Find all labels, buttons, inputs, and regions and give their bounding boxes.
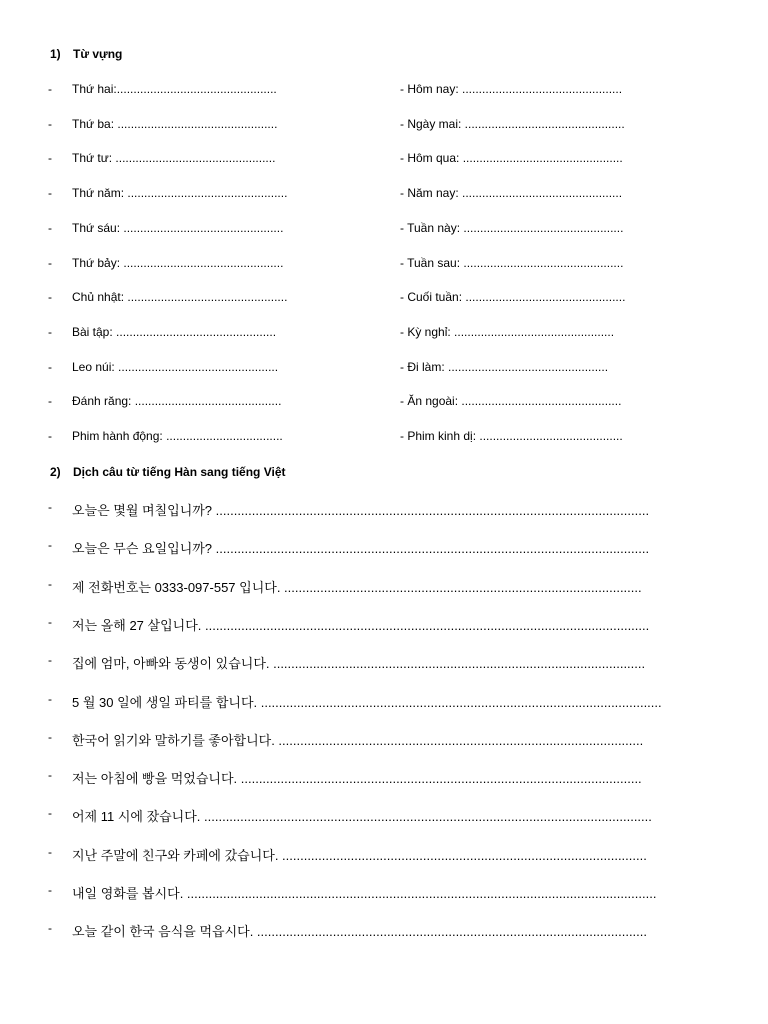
vocab-row (0, 82, 768, 100)
vocab-row (0, 360, 768, 378)
korean-sentence: 오늘 같이 한국 음식을 먹읍시다. ............................................................................................................ (72, 924, 648, 940)
vocab-right-item: - Kỳ nghỉ: ................................................ (400, 324, 615, 339)
korean-sentence: 한국어 읽기와 말하기를 좋아합니다. ..................................................................................................... (72, 732, 644, 748)
vocab-right-item: - Cuối tuần: ................................................ (400, 290, 626, 305)
korean-sentence: 집에 엄마, 아빠와 동생이 있습니다. ....................................................................................................... (72, 656, 646, 672)
vocab-right-item: - Ăn ngoài: ................................................ (400, 394, 622, 409)
vocab-right-item: - Tuần sau: ................................................ (400, 255, 624, 270)
sentence-row (0, 806, 768, 826)
vocab-left-item: Thứ năm: ................................................ (72, 186, 288, 201)
vocab-row (0, 325, 768, 343)
bullet-dash: - (48, 255, 52, 270)
bullet-dash: - (48, 429, 52, 443)
vocab-right-item: - Ngày mai: ................................................ (400, 116, 625, 131)
korean-sentence: 지난 주말에 친구와 카페에 갔습니다. ..................................................................................................... (72, 847, 647, 863)
vocab-right-item: - Hôm nay: ................................................ (400, 82, 623, 96)
bullet-dash: - (48, 186, 52, 201)
bullet-dash: - (48, 691, 52, 706)
korean-sentence: 내일 영화를 봅시다. .................................................................................................................................. (72, 886, 657, 901)
bullet-dash: - (48, 151, 52, 166)
bullet-dash: - (48, 768, 52, 783)
sentence-row (0, 845, 768, 865)
bullet-dash: - (48, 394, 52, 409)
sentence-row (0, 500, 768, 520)
bullet-dash: - (48, 653, 52, 668)
bullet-dash: - (48, 921, 52, 936)
korean-sentence: 제 전화번호는 0333-097-557 입니다. ................................................................................................... (72, 579, 642, 595)
vocab-row (0, 186, 768, 204)
sentence-row (0, 577, 768, 597)
vocab-left-item: Leo núi: ................................................ (72, 359, 279, 374)
bullet-dash: - (48, 220, 52, 235)
vocab-row (0, 117, 768, 135)
section-2-title: Dịch câu từ tiếng Hàn sang tiếng Việt (73, 465, 286, 479)
bullet-dash: - (48, 359, 52, 374)
korean-sentence: 5 월 30 일에 생일 파티를 합니다. ............................................................................................................... (72, 694, 662, 710)
sentence-row (0, 768, 768, 788)
section-2-heading (50, 465, 286, 479)
vocab-left-item: Thứ ba: ................................................ (72, 116, 278, 131)
vocab-row (0, 151, 768, 169)
bullet-dash: - (48, 806, 52, 821)
sentence-row (0, 730, 768, 750)
sentence-row (0, 692, 768, 712)
bullet-dash: - (48, 576, 52, 591)
bullet-dash: - (48, 883, 52, 897)
vocab-row (0, 290, 768, 308)
bullet-dash: - (48, 614, 52, 629)
bullet-dash: - (48, 324, 52, 339)
korean-sentence: 어제 11 시에 잤습니다. ............................................................................................................................ (72, 809, 652, 825)
vocab-right-item: - Tuần này: ................................................ (400, 220, 624, 235)
vocab-left-item: Thứ sáu: ................................................ (72, 220, 284, 235)
vocab-left-item: Thứ tư: ................................................ (72, 151, 276, 166)
section-2-number: 2) (50, 465, 61, 479)
section-1-heading (50, 47, 122, 61)
vocab-row (0, 256, 768, 274)
bullet-dash: - (48, 116, 52, 131)
vocab-left-item: Thứ hai:................................................ (72, 82, 277, 96)
sentence-row (0, 883, 768, 903)
sentence-row (0, 615, 768, 635)
korean-sentence: 오늘은 무슨 요일입니까? ........................................................................................................................ (72, 541, 650, 557)
section-1-number: 1) (50, 47, 61, 61)
bullet-dash: - (48, 290, 52, 305)
vocab-right-item: - Năm nay: ................................................ (400, 186, 623, 201)
vocab-right-item: - Hôm qua: ................................................ (400, 151, 623, 166)
section-1-title: Từ vựng (73, 47, 123, 61)
korean-sentence: 오늘은 몇월 며칠입니까? ........................................................................................................................ (72, 503, 650, 518)
vocab-left-item: Thứ bảy: ................................................ (72, 255, 284, 270)
bullet-dash: - (48, 500, 52, 514)
vocab-right-item: - Đi làm: ................................................ (400, 359, 609, 374)
vocab-left-item: Chủ nhật: ................................................ (72, 290, 288, 305)
bullet-dash: - (48, 844, 52, 859)
korean-sentence: 저는 올해 27 살입니다. ........................................................................................................................... (72, 617, 650, 633)
vocab-left-item: Phim hành động: ................................... (72, 429, 283, 443)
vocab-row (0, 221, 768, 239)
vocab-left-item: Bài tập: ................................................ (72, 324, 277, 339)
sentence-row (0, 538, 768, 558)
bullet-dash: - (48, 538, 52, 553)
bullet-dash: - (48, 82, 52, 96)
sentence-row (0, 921, 768, 941)
vocab-row (0, 429, 768, 447)
vocab-row (0, 394, 768, 412)
vocab-left-item: Đánh răng: ............................................ (72, 394, 282, 409)
korean-sentence: 저는 아침에 빵을 먹었습니다. ............................................................................................................... (72, 771, 642, 787)
sentence-row (0, 653, 768, 673)
vocab-right-item: - Phim kinh dị: ........................................... (400, 429, 623, 443)
bullet-dash: - (48, 729, 52, 744)
